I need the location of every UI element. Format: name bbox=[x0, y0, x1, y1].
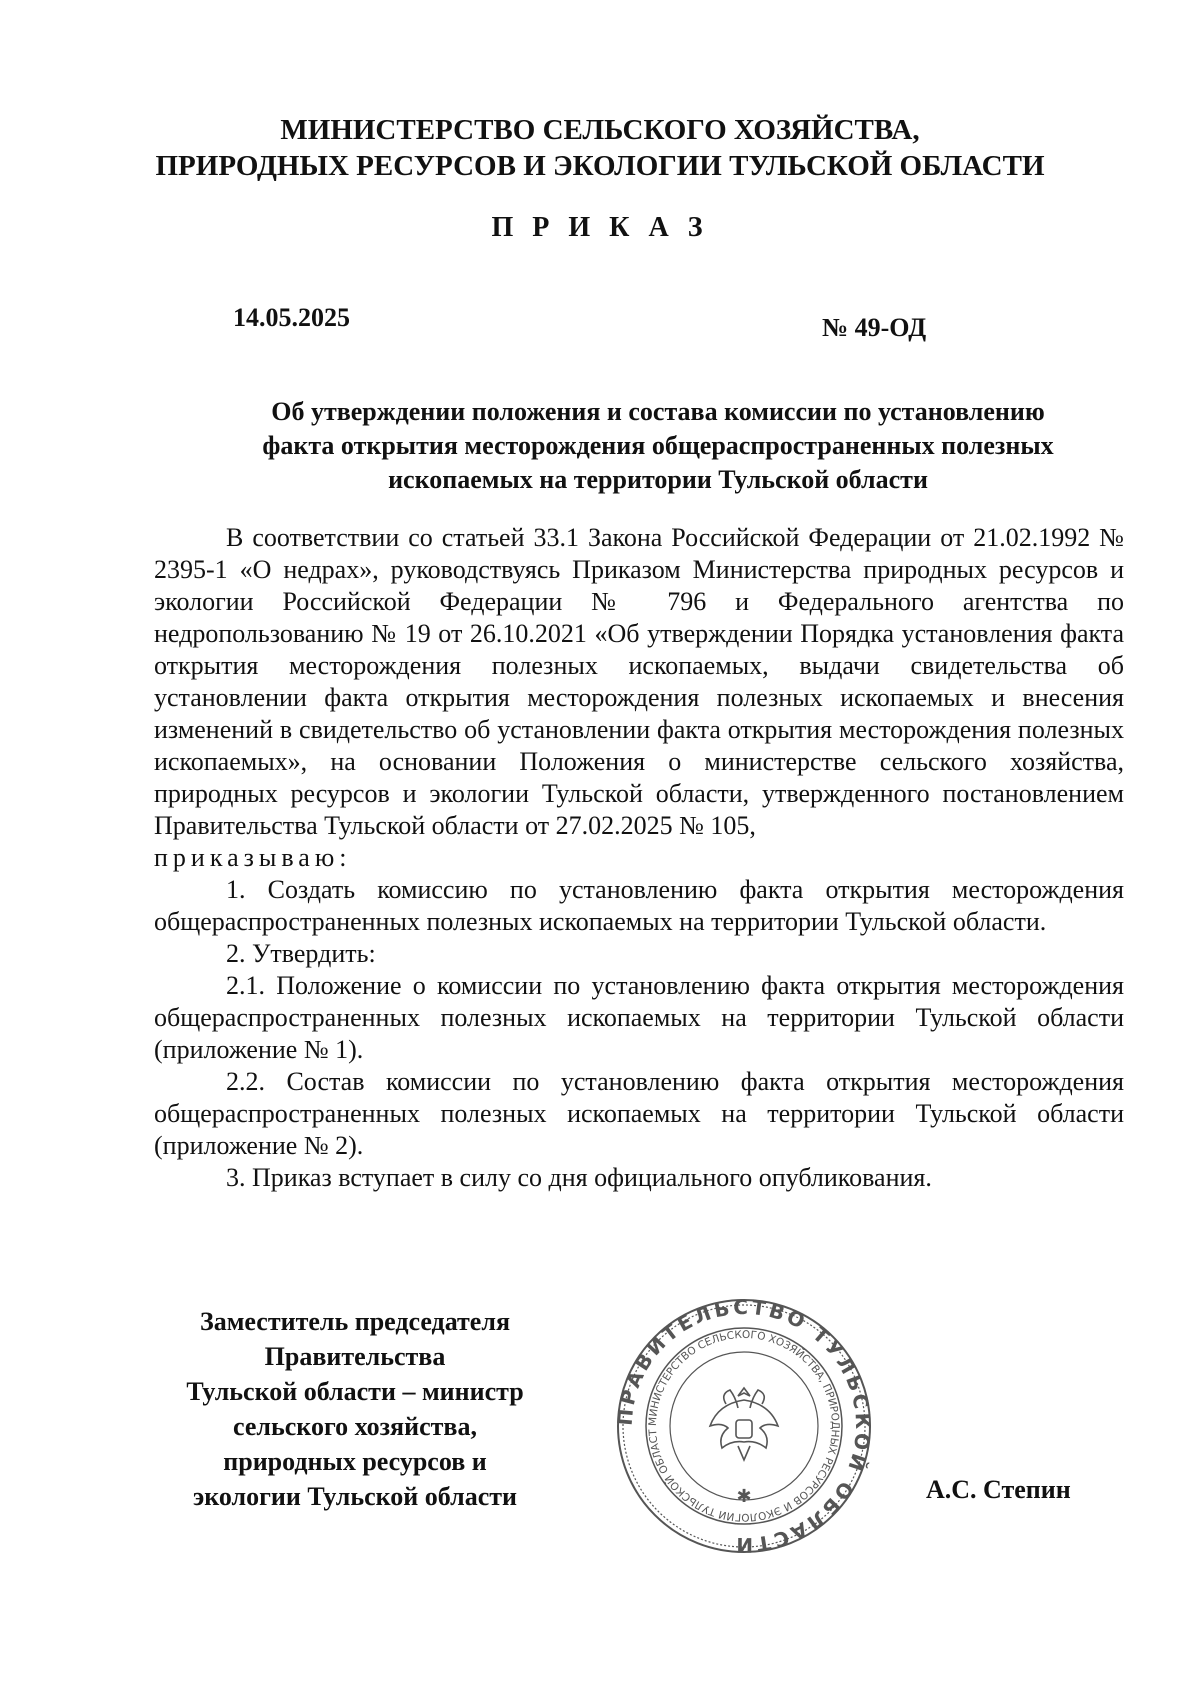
signer-title-line-5: природных ресурсов и bbox=[223, 1447, 487, 1476]
document-type-title: П Р И К А З bbox=[491, 212, 709, 243]
seal-inner-text-path: МИНИСТЕРСТВО СЕЛЬСКОГО ХОЗЯЙСТВА, ПРИРОДНЫХ РЕСУРСОВ И ЭКОЛОГИИ ТУЛЬСКОЙ ОБЛАСТ bbox=[646, 1328, 842, 1524]
signer-title-line-3: Тульской области – министр bbox=[186, 1377, 524, 1406]
preamble-paragraph: В соответствии со статьей 33.1 Закона Российской Федерации от 21.02.1992 № 2395-1 «О недрах», руководствуясь Приказом Министерства природных ресурсов и экологии Российской Федерации № 796 и Федерального агентства по недропользованию № 19 от 26.10.2021 «Об утверждении Порядка установления факта открытия месторождения полезных ископаемых, выдачи свидетельства об установлении факта открытия месторождения полезных ископаемых и внесения изменений в свидетельство об установлении факта открытия месторождения полезных ископаемых», на основании Положения о министерстве сельского хозяйства, природных ресурсов и экологии Тульской области, утвержденного постановлением Правительства Тульской области от 27.02.2025 № 105, bbox=[154, 523, 1124, 840]
coat-of-arms-icon bbox=[710, 1388, 778, 1460]
order-item-1: 1. Создать комиссию по установлению факта открытия месторождения общераспространенных полезных ископаемых на территории Тульской области. bbox=[154, 875, 1124, 936]
ministry-header bbox=[150, 112, 1050, 184]
signer-title bbox=[140, 1304, 570, 1514]
order-body bbox=[154, 522, 1124, 1194]
seal-star-icon: ✱ bbox=[736, 1486, 752, 1507]
order-date: 14.05.2025 bbox=[233, 303, 350, 332]
signer-title-line-6: экологии Тульской области bbox=[192, 1482, 517, 1511]
seal-outer-text-path: ПРАВИТЕЛЬСТВО ТУЛЬСКОЙ ОБЛАСТИ bbox=[614, 1296, 874, 1556]
ministry-line-1: МИНИСТЕРСТВО СЕЛЬСКОГО ХОЗЯЙСТВА, bbox=[280, 114, 920, 146]
signer-name: А.С. Степин bbox=[926, 1475, 1071, 1504]
subject-line-3: ископаемых на территории Тульской области bbox=[388, 465, 928, 494]
signer-title-line-2: Правительства bbox=[264, 1342, 446, 1371]
ministry-line-2: ПРИРОДНЫХ РЕСУРСОВ И ЭКОЛОГИИ ТУЛЬСКОЙ ОБЛАСТИ bbox=[155, 150, 1045, 182]
subject-line-2: факта открытия месторождения общераспространенных полезных bbox=[262, 431, 1054, 460]
order-item-3: 3. Приказ вступает в силу со дня официального опубликования. bbox=[226, 1163, 932, 1192]
seal-graphic bbox=[614, 1296, 874, 1556]
official-seal-stamp bbox=[614, 1296, 874, 1556]
order-item-2-1: 2.1. Положение о комиссии по установлению факта открытия месторождения общераспространенных полезных ископаемых на территории Тульской области (приложение № 1). bbox=[154, 971, 1124, 1064]
signer-title-line-1: Заместитель председателя bbox=[199, 1307, 511, 1336]
order-item-2-2: 2.2. Состав комиссии по установлению факта открытия месторождения общераспространенных полезных ископаемых на территории Тульской области (приложение № 2). bbox=[154, 1067, 1124, 1160]
order-item-2: 2. Утвердить: bbox=[226, 939, 376, 968]
order-word: приказываю: bbox=[154, 843, 352, 872]
order-subject bbox=[208, 395, 1108, 497]
signer-title-line-4: сельского хозяйства, bbox=[233, 1412, 477, 1441]
subject-line-1: Об утверждении положения и состава комиссии по установлению bbox=[271, 397, 1045, 426]
order-number: № 49-ОД bbox=[822, 313, 927, 342]
